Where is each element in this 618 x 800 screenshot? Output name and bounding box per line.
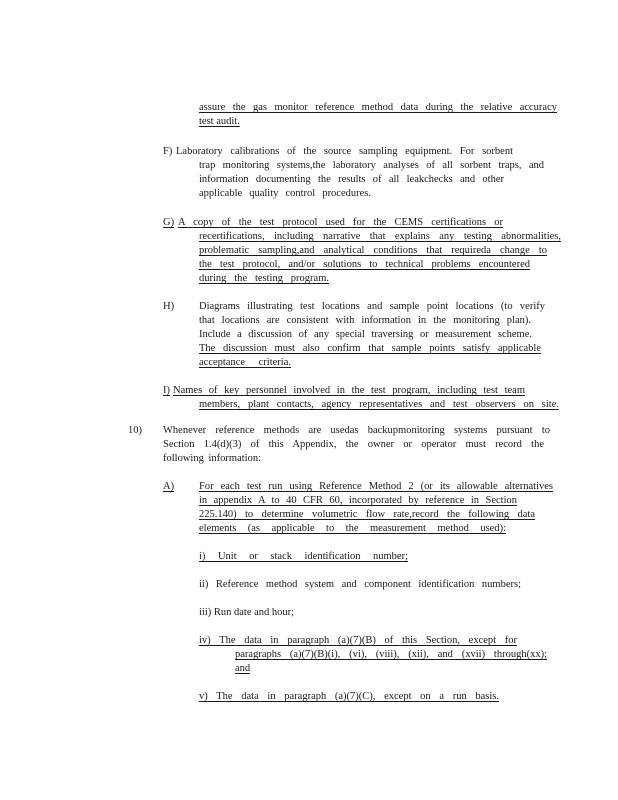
paragraph-10-line: Whenever reference methods are usedas backupmonitoring systems pursuant to [163, 425, 550, 436]
item-g-line: recertifications, including narrative that explains any testing abnormalities, [199, 231, 561, 242]
item-h-line: Include a discussion of any special traversing or measurement scheme. [199, 329, 532, 340]
subitem-v: v) The data in paragraph (a)(7)(C), except on a run basis. [199, 691, 499, 702]
item-a-line: elements (as applicable to the measurement method used): [199, 523, 506, 534]
subitem-iii: iii) Run date and hour; [199, 607, 295, 618]
item-g-label: G) [163, 217, 175, 228]
subitem-ii: ii) Reference method system and component identification numbers; [199, 579, 521, 590]
item-f-first-line: Laboratory calibrations of the source sampling equipment. For sorbent [176, 146, 513, 157]
item-f-line: information documenting the results of all leakchecks and other [199, 174, 504, 185]
item-h-label: H) [163, 301, 175, 312]
subitem-i: i) Unit or stack identification number; [199, 551, 408, 562]
subitem-iv: iv) The data in paragraph (a)(7)(B) of this Section, except for [199, 635, 517, 646]
item-a-line: For each test run using Reference Method 2 (or its allowable alternatives [199, 481, 553, 492]
item-i-label: I) [163, 385, 170, 396]
item-i-first-line: Names of key personnel involved in the test program, including test team [173, 385, 525, 396]
item-f-line: trap monitoring systems,the laboratory analyses of all sorbent traps, and [199, 160, 544, 171]
item-h-line-underlined: The discussion must also confirm that sample points satisfy applicable [199, 343, 541, 354]
item-i-line: members, plant contacts, agency representatives and test observers on site. [199, 399, 559, 410]
item-a-line: 225.140) to determine volumetric flow rate,record the following data [199, 509, 535, 520]
subitem-iv-line: paragraphs (a)(7)(B)(i), (vi), (viii), (xii), and (xvii) through(xx); [235, 649, 547, 660]
item-h-line-underlined: acceptance criteria. [199, 357, 291, 368]
item-h-line: that locations are consistent with information in the monitoring plan). [199, 315, 531, 326]
item-g-line: problematic sampling,and analytical conditions that requireda change to [199, 245, 547, 256]
top-paragraph-line-1: assure the gas monitor reference method data during the relative accuracy [199, 102, 557, 113]
paragraph-10-line: following information: [163, 453, 261, 464]
item-f-line: applicable quality control procedures. [199, 188, 371, 199]
top-paragraph-line-2: test audit. [199, 116, 240, 127]
item-a-line: in appendix A to 40 CFR 60, incorporated by reference in Section [199, 495, 517, 506]
paragraph-10-line: Section 1.4(d)(3) of this Appendix, the owner or operator must record the [163, 439, 544, 450]
item-g-first-line: A copy of the test protocol used for the CEMS certifications or [178, 217, 503, 228]
item-g-line: during the testing program. [199, 273, 329, 284]
paragraph-10-label: 10) [128, 425, 142, 436]
item-g-line: the test protocol, and/or solutions to technical problems encountered [199, 259, 530, 270]
item-a-label: A) [163, 481, 175, 492]
subitem-iv-line: and [235, 663, 251, 674]
item-h-line: Diagrams illustrating test locations and sample point locations (to verify [199, 301, 545, 312]
item-f-label: F) [163, 146, 173, 157]
